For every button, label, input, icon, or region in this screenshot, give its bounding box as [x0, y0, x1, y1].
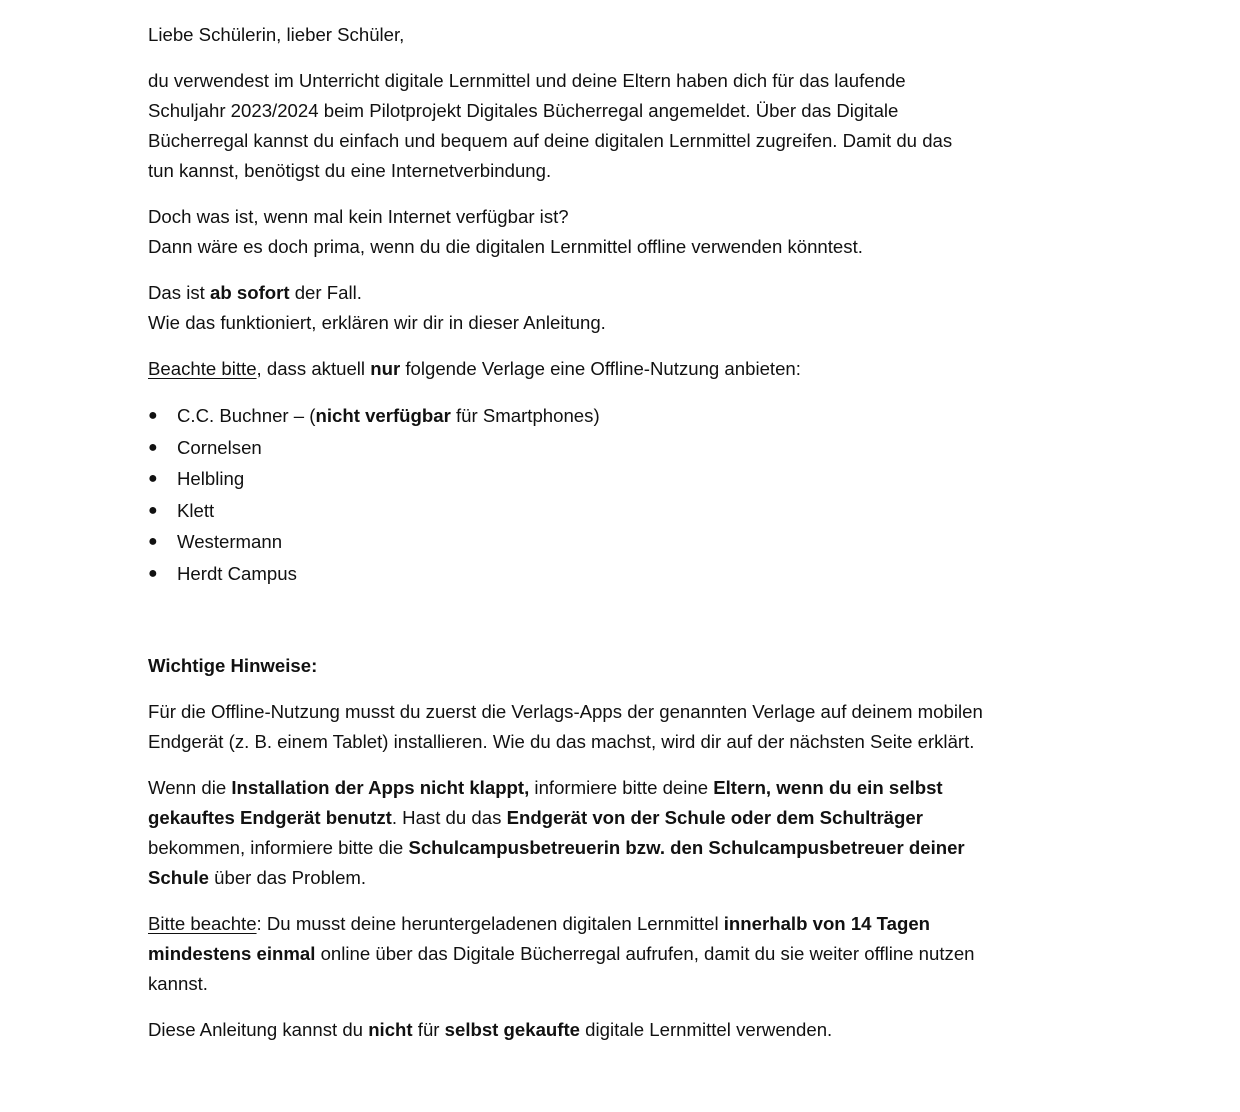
paragraph: [148, 697, 1108, 757]
text-segment: , dass aktuell: [256, 358, 371, 379]
text-segment: online über das Digitale Bücherregal aufrufen, damit du sie weiter offline nutzen: [315, 943, 975, 964]
bullet-icon: ●: [148, 438, 158, 456]
text-segment: Doch was ist, wenn mal kein Internet verfügbar ist?: [148, 206, 569, 227]
bold-text: gekauftes Endgerät benutzt: [148, 807, 392, 828]
bullet-icon: ●: [148, 533, 158, 550]
text-segment: für: [412, 1019, 445, 1040]
list-item: [148, 463, 1108, 495]
text-segment: folgende Verlage eine Offline-Nutzung anbieten:: [400, 358, 801, 379]
text-segment: Das ist: [148, 282, 210, 303]
text-line: [148, 697, 1108, 727]
text-line: [148, 66, 1108, 96]
bold-text: Endgerät von der Schule oder dem Schulträger: [506, 807, 923, 828]
text-line: [148, 651, 1108, 681]
underlined-text: Bitte beachte: [148, 913, 257, 934]
paragraph: [148, 202, 1108, 262]
bold-text: nicht verfügbar: [315, 405, 451, 426]
bold-text: mindestens einmal: [148, 943, 316, 964]
text-line: [148, 773, 1108, 803]
bold-text: Installation der Apps nicht klappt,: [231, 777, 530, 798]
text-segment: du verwendest im Unterricht digitale Lernmittel und deine Eltern haben dich für das laufende: [148, 70, 906, 91]
text-segment: informiere bitte deine: [529, 777, 714, 798]
bold-text: selbst gekaufte: [444, 1019, 581, 1040]
text-line: [148, 126, 1108, 156]
list-item: [148, 526, 1108, 558]
text-segment: C.C. Buchner – (: [177, 405, 316, 426]
text-line: [148, 156, 1108, 186]
bullet-icon: ●: [148, 564, 158, 582]
text-segment: Klett: [177, 499, 215, 521]
text-segment: der Fall.: [289, 282, 362, 303]
text-segment: Wenn die: [148, 777, 232, 798]
paragraph: [148, 354, 1108, 384]
text-line: [148, 354, 1108, 384]
text-line: [148, 20, 1108, 50]
greeting: [148, 20, 1108, 50]
text-line: [148, 909, 1108, 939]
paragraph: [148, 773, 1108, 893]
paragraph: [148, 66, 1108, 186]
text-segment: Dann wäre es doch prima, wenn du die digitalen Lernmittel offline verwenden könntest.: [148, 236, 863, 257]
text-segment: Schuljahr 2023/2024 beim Pilotprojekt Digitales Bücherregal angemeldet. Über das Digitale: [148, 100, 899, 121]
text-line: [148, 278, 1108, 308]
text-segment: : Du musst deine heruntergeladenen digitalen Lernmittel: [256, 913, 724, 934]
text-line: [148, 96, 1108, 126]
text-segment: Helbling: [177, 468, 245, 489]
bold-text: nur: [370, 358, 401, 379]
underlined-text: Beachte bitte: [148, 358, 257, 379]
text-segment: Liebe Schülerin, lieber Schüler,: [148, 24, 405, 45]
text-segment: . Hast du das: [391, 807, 507, 828]
list-item: [148, 432, 1108, 464]
text-segment: Cornelsen: [177, 436, 262, 458]
text-segment: tun kannst, benötigst du eine Internetverbindung.: [148, 160, 552, 181]
text-segment: Westermann: [177, 531, 283, 552]
text-segment: über das Problem.: [208, 867, 367, 888]
text-line: [148, 939, 1108, 969]
text-line: [148, 969, 1108, 999]
text-segment: Endgerät (z. B. einem Tablet) installieren. Wie du das machst, wird dir auf der nächsten Seite erklärt.: [148, 731, 975, 752]
bold-text: innerhalb von 14 Tagen: [723, 913, 931, 934]
text-line: [148, 803, 1108, 833]
bold-text: Schulcampusbetreuerin bzw. den Schulcampusbetreuer deiner: [408, 837, 965, 858]
paragraph: [148, 909, 1108, 999]
text-segment: digitale Lernmittel verwenden.: [580, 1019, 833, 1040]
text-segment: Diese Anleitung kannst du: [148, 1019, 369, 1040]
text-line: [148, 833, 1108, 863]
bullet-icon: ●: [148, 470, 158, 487]
bold-text: nicht: [368, 1019, 413, 1040]
text-segment: Für die Offline-Nutzung musst du zuerst die Verlags-Apps der genannten Verlage auf deinem mobilen: [148, 701, 983, 722]
text-segment: Bücherregal kannst du einfach und bequem auf deine digitalen Lernmittel zugreifen. Damit du das: [148, 130, 953, 151]
paragraph: [148, 278, 1108, 338]
text-line: [148, 308, 1108, 338]
document-page: [148, 20, 1108, 1061]
list-item: [148, 558, 1108, 590]
text-segment: Herdt Campus: [177, 562, 297, 584]
text-line: [148, 1015, 1108, 1045]
text-segment: kannst.: [148, 973, 208, 994]
bullet-icon: ●: [148, 501, 158, 519]
list-item: [148, 400, 1108, 432]
bold-text: Schule: [148, 867, 209, 888]
publisher-list: [148, 400, 1108, 589]
paragraph: [148, 1015, 1108, 1045]
text-segment: für Smartphones): [450, 405, 600, 426]
text-line: [148, 863, 1108, 893]
list-item: [148, 495, 1108, 527]
section-heading: [148, 651, 1108, 681]
text-line: [148, 202, 1108, 232]
text-line: [148, 232, 1108, 262]
text-line: [148, 727, 1108, 757]
bullet-icon: ●: [148, 407, 158, 424]
text-segment: Wie das funktioniert, erklären wir dir in dieser Anleitung.: [148, 312, 606, 333]
bold-text: ab sofort: [210, 282, 290, 303]
bold-text: Eltern, wenn du ein selbst: [713, 777, 943, 798]
text-segment: bekommen, informiere bitte die: [148, 837, 409, 858]
bold-text: Wichtige Hinweise:: [148, 655, 318, 676]
